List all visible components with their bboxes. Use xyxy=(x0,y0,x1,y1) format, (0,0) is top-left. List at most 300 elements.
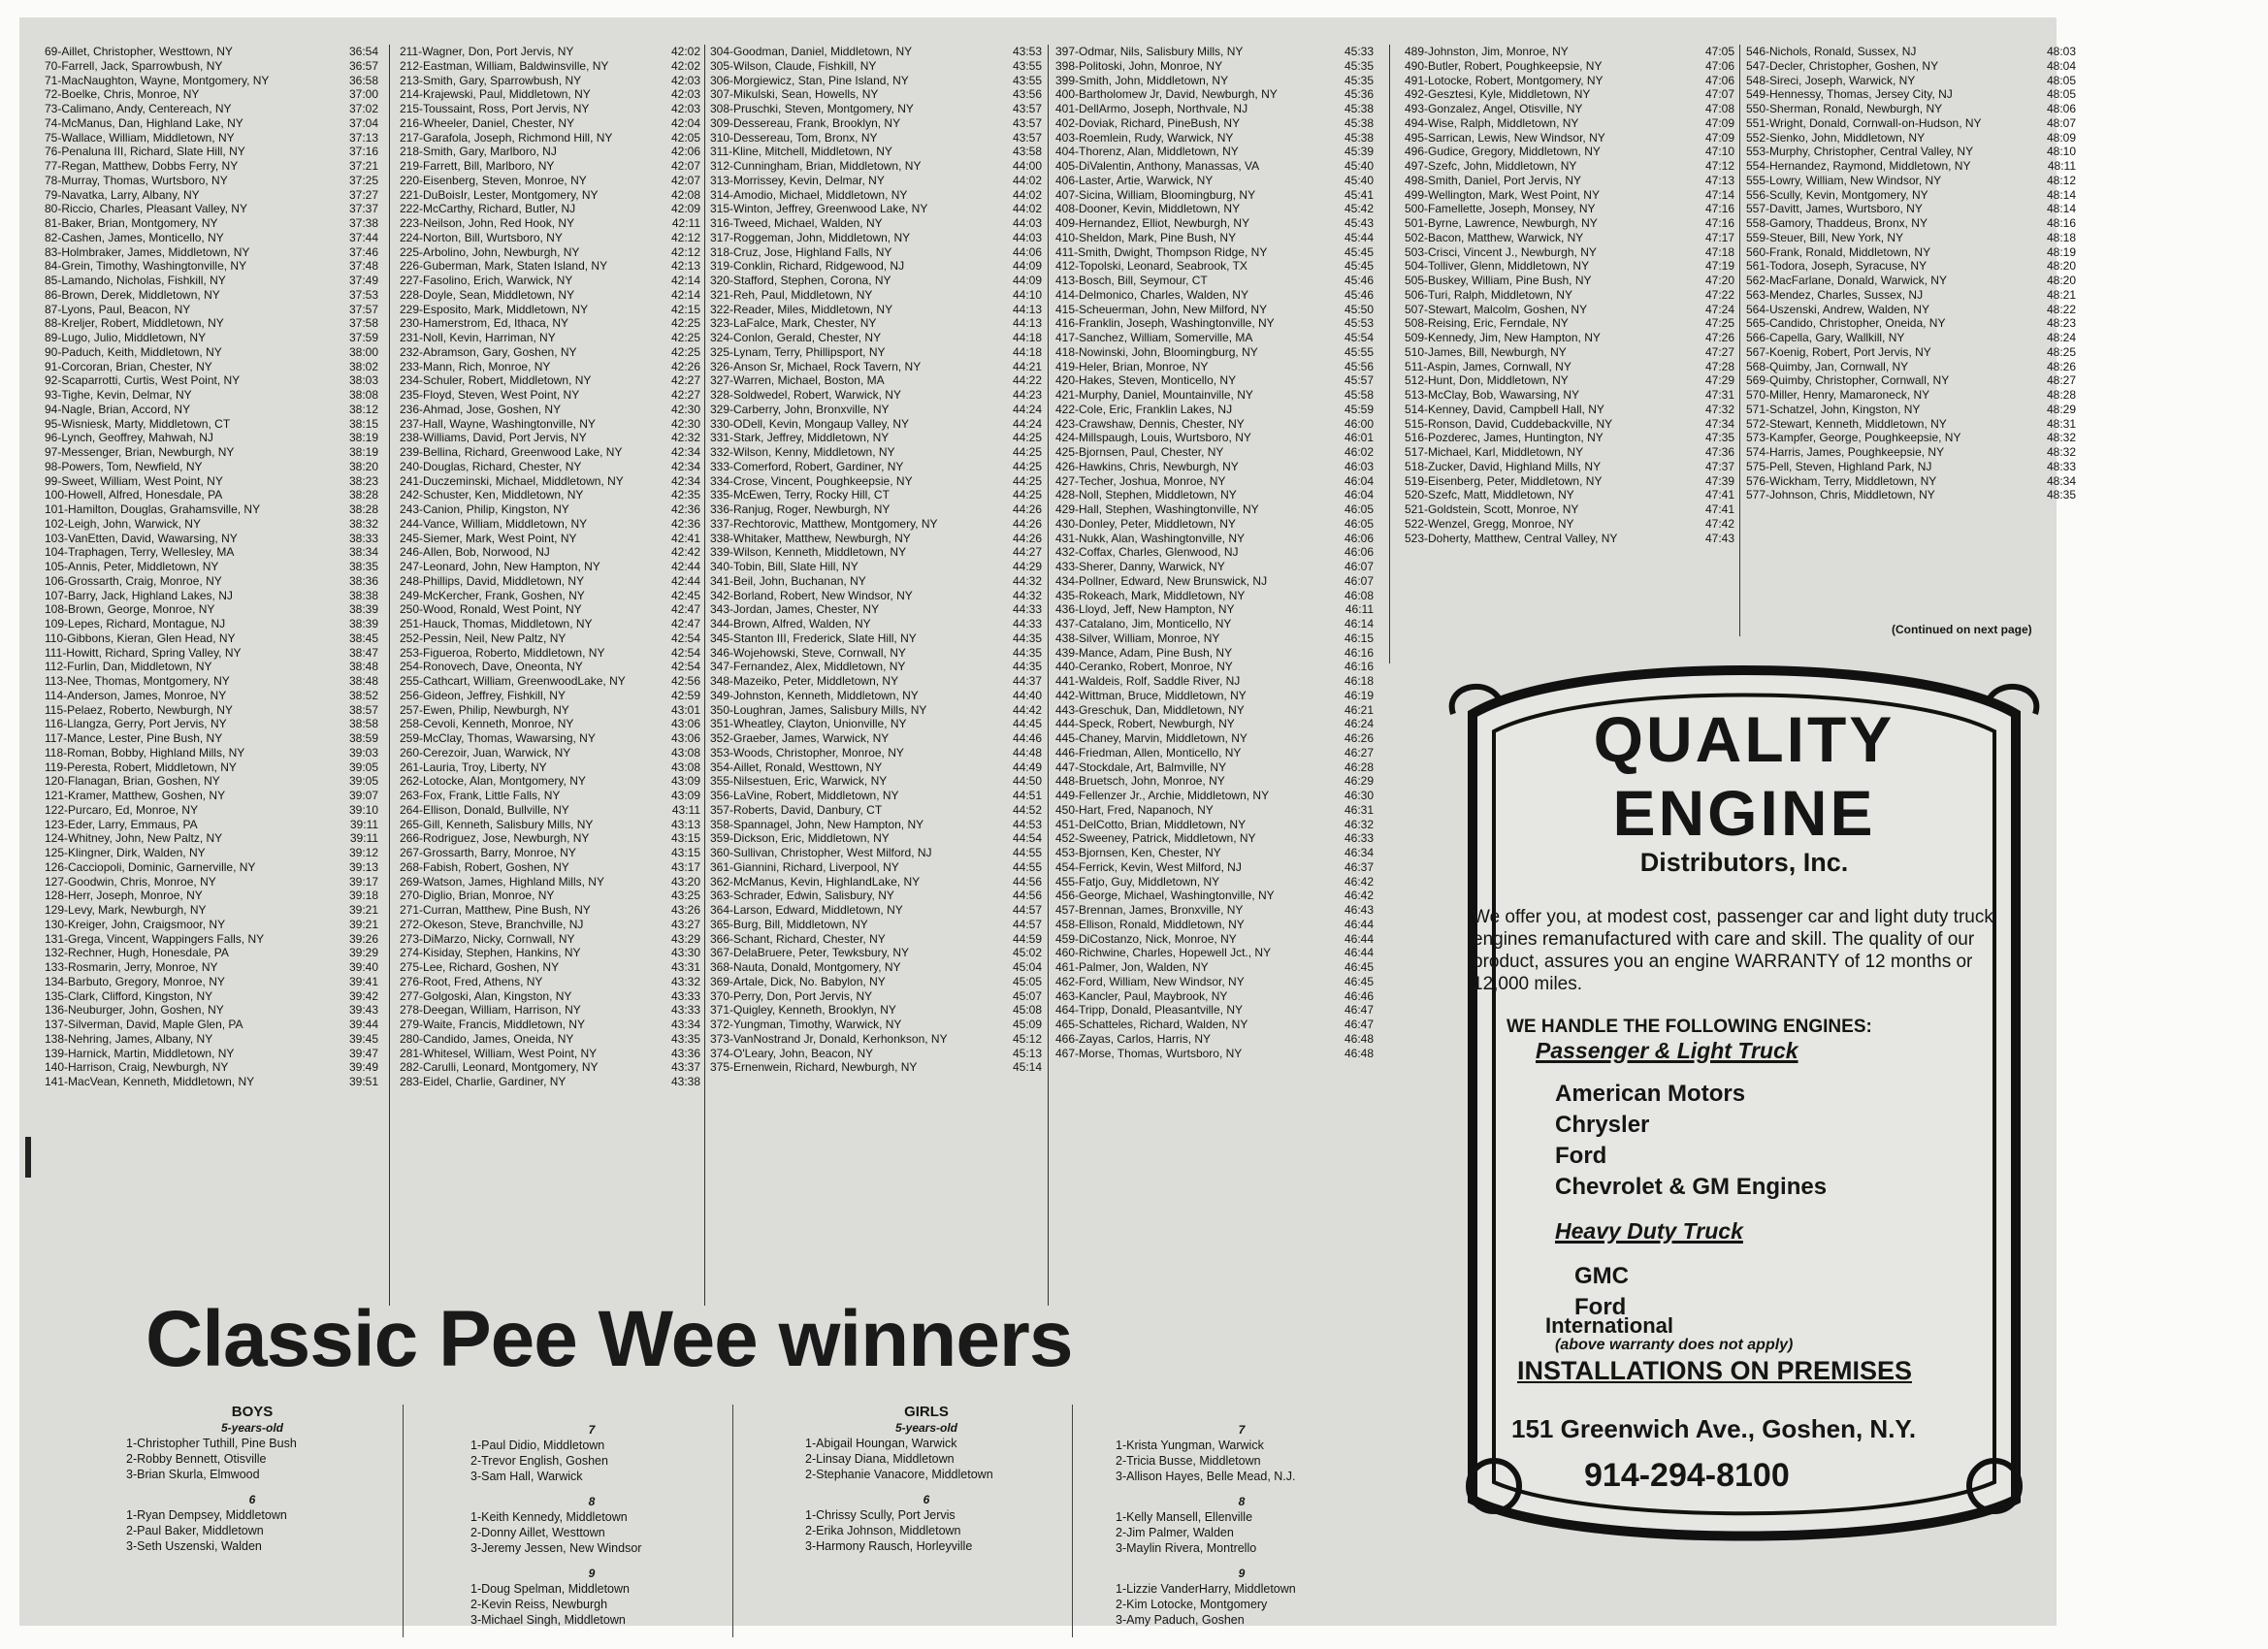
result-row xyxy=(45,760,378,775)
runner-name: 559-Steuer, Bill, New York, NY xyxy=(1746,230,1904,244)
result-row xyxy=(400,1047,700,1061)
runner-name: 101-Hamilton, Douglas, Grahamsville, NY xyxy=(45,502,261,516)
result-row xyxy=(1405,202,1734,216)
runner-name: 106-Grossarth, Craig, Monroe, NY xyxy=(45,573,222,588)
result-row xyxy=(45,831,378,846)
runner-name: 263-Fox, Frank, Little Falls, NY xyxy=(400,789,561,802)
runner-name: 489-Johnston, Jim, Monroe, NY xyxy=(1405,45,1569,58)
runner-name: 451-DelCotto, Brian, Middletown, NY xyxy=(1055,817,1247,831)
result-row xyxy=(400,703,700,718)
peewee-winner: 3-Sam Hall, Warwick xyxy=(470,1470,583,1483)
runner-name: 417-Sanchez, William, Somerville, MA xyxy=(1055,331,1253,344)
finish-time: 48:10 xyxy=(2046,145,2076,159)
peewee-winner: 3-Allison Hayes, Belle Mead, N.J. xyxy=(1116,1470,1296,1483)
result-row xyxy=(710,87,1042,102)
finish-time: 47:06 xyxy=(1704,73,1734,87)
runner-name: 77-Regan, Matthew, Dobbs Ferry, NY xyxy=(45,159,239,173)
result-row xyxy=(400,445,700,460)
runner-name: 124-Whitney, John, New Paltz, NY xyxy=(45,831,223,846)
finish-time: 44:02 xyxy=(1012,187,1042,202)
result-row xyxy=(710,202,1042,216)
peewee-winner: 1-Kelly Mansell, Ellenville xyxy=(1116,1510,1253,1524)
result-row xyxy=(400,846,700,860)
result-row xyxy=(400,932,700,947)
result-row xyxy=(710,831,1042,846)
runner-name: 224-Norton, Bill, Wurtsboro, NY xyxy=(400,230,563,244)
results-column-3 xyxy=(710,45,1042,1315)
finish-time: 48:07 xyxy=(2046,115,2076,130)
runner-name: 440-Ceranko, Robert, Monroe, NY xyxy=(1055,660,1233,674)
result-row xyxy=(45,560,378,574)
result-row xyxy=(1055,445,1374,460)
runner-name: 234-Schuler, Robert, Middletown, NY xyxy=(400,373,592,388)
result-row xyxy=(45,860,378,875)
result-row xyxy=(1055,1003,1374,1018)
runner-name: 355-Nilsestuen, Eric, Warwick, NY xyxy=(710,774,888,789)
runner-name: 86-Brown, Derek, Middletown, NY xyxy=(45,287,220,302)
result-row xyxy=(1055,889,1374,903)
finish-time: 39:18 xyxy=(348,889,378,903)
finish-time: 48:32 xyxy=(2046,431,2076,445)
peewee-winner: 2-Robby Bennett, Otisville xyxy=(126,1452,267,1466)
finish-time: 46:06 xyxy=(1344,545,1374,560)
runner-name: 463-Kancler, Paul, Maybrook, NY xyxy=(1055,988,1228,1003)
finish-time: 38:19 xyxy=(348,445,378,459)
runner-name: 458-Ellison, Ronald, Middletown, NY xyxy=(1055,917,1245,931)
result-row xyxy=(1405,303,1734,317)
result-row xyxy=(710,345,1042,360)
result-row xyxy=(1055,502,1374,517)
result-row xyxy=(710,74,1042,88)
runner-name: 331-Stark, Jeffrey, Middletown, NY xyxy=(710,431,890,445)
result-row xyxy=(710,617,1042,631)
result-row xyxy=(1746,116,2076,131)
continued-note: (Continued on next page) xyxy=(1892,623,2032,636)
column-rule xyxy=(1048,45,1049,1306)
runner-name: 407-Sicina, William, Bloomingburg, NY xyxy=(1055,187,1256,202)
column-rule xyxy=(1389,45,1390,663)
result-row xyxy=(710,602,1042,617)
result-row xyxy=(710,631,1042,646)
runner-name: 437-Catalano, Jim, Monticello, NY xyxy=(1055,617,1232,630)
runner-name: 118-Roman, Bobby, Highland Mills, NY xyxy=(45,745,245,760)
result-row xyxy=(1055,431,1374,445)
result-row xyxy=(1055,59,1374,74)
result-row xyxy=(45,202,378,216)
runner-name: 315-Winton, Jeffrey, Greenwood Lake, NY xyxy=(710,202,928,216)
result-row xyxy=(1055,488,1374,502)
finish-time: 42:27 xyxy=(670,388,700,402)
finish-time: 46:47 xyxy=(1344,1018,1374,1031)
finish-time: 45:14 xyxy=(1012,1060,1042,1075)
finish-time: 47:43 xyxy=(1704,531,1734,545)
finish-time: 39:21 xyxy=(348,917,378,931)
runner-name: 275-Lee, Richard, Goshen, NY xyxy=(400,960,560,974)
finish-time: 42:45 xyxy=(670,588,700,602)
runner-name: 523-Doherty, Matthew, Central Valley, NY xyxy=(1405,531,1618,545)
result-row xyxy=(1405,74,1734,88)
finish-time: 43:20 xyxy=(670,874,700,889)
runner-name: 572-Stewart, Kenneth, Middletown, NY xyxy=(1746,416,1947,431)
result-row xyxy=(400,259,700,274)
result-row xyxy=(400,87,700,102)
finish-time: 44:42 xyxy=(1012,702,1042,717)
result-row xyxy=(45,532,378,546)
finish-time: 38:58 xyxy=(348,717,378,731)
finish-time: 36:54 xyxy=(348,45,378,58)
runner-name: 219-Farrett, Bill, Marlboro, NY xyxy=(400,159,555,173)
finish-time: 48:29 xyxy=(2046,402,2076,416)
runner-name: 412-Topolski, Leonard, Seabrook, TX xyxy=(1055,259,1247,274)
finish-time: 38:57 xyxy=(348,702,378,717)
runner-name: 311-Kline, Mitchell, Middletown, NY xyxy=(710,145,892,159)
runner-name: 406-Laster, Artie, Warwick, NY xyxy=(1055,173,1214,187)
result-row xyxy=(400,274,700,288)
result-row xyxy=(45,789,378,803)
finish-time: 44:09 xyxy=(1012,274,1042,287)
peewee-winner: 1-Abigail Houngan, Warwick xyxy=(805,1437,957,1450)
result-row xyxy=(710,774,1042,789)
peewee-rule xyxy=(1072,1405,1073,1637)
result-row xyxy=(1055,316,1374,331)
finish-time: 44:25 xyxy=(1012,431,1042,445)
runner-name: 304-Goodman, Daniel, Middletown, NY xyxy=(710,45,913,58)
runner-name: 85-Lamando, Nicholas, Fishkill, NY xyxy=(45,274,226,287)
finish-time: 38:59 xyxy=(348,731,378,745)
finish-time: 45:54 xyxy=(1344,331,1374,344)
column-rule xyxy=(1739,45,1740,636)
result-row xyxy=(45,316,378,331)
finish-time: 38:08 xyxy=(348,388,378,402)
result-row xyxy=(400,102,700,116)
result-row xyxy=(45,717,378,731)
finish-time: 43:38 xyxy=(670,1075,700,1088)
result-row xyxy=(400,831,700,846)
finish-time: 42:07 xyxy=(670,159,700,173)
runner-name: 414-Delmonico, Charles, Walden, NY xyxy=(1055,287,1248,302)
result-row xyxy=(1405,145,1734,159)
result-row xyxy=(1746,145,2076,159)
finish-time: 42:54 xyxy=(670,660,700,674)
finish-time: 47:24 xyxy=(1704,302,1734,316)
runner-name: 400-Bartholomew Jr, David, Newburgh, NY xyxy=(1055,87,1278,102)
runner-name: 229-Esposito, Mark, Middletown, NY xyxy=(400,302,589,316)
result-row xyxy=(1055,116,1374,131)
runner-name: 457-Brennan, James, Bronxville, NY xyxy=(1055,903,1244,917)
runner-name: 69-Aillet, Christopher, Westtown, NY xyxy=(45,45,233,58)
result-row xyxy=(1405,231,1734,245)
result-row xyxy=(400,617,700,631)
runner-name: 245-Siemer, Mark, West Point, NY xyxy=(400,531,577,545)
result-row xyxy=(710,717,1042,731)
finish-time: 46:45 xyxy=(1344,960,1374,974)
finish-time: 46:43 xyxy=(1344,903,1374,917)
runner-name: 110-Gibbons, Kieran, Glen Head, NY xyxy=(45,630,236,645)
result-row xyxy=(710,116,1042,131)
runner-name: 503-Crisci, Vincent J., Newburgh, NY xyxy=(1405,244,1597,259)
finish-time: 46:08 xyxy=(1344,588,1374,602)
peewee-winner: 2-Jim Palmer, Walden xyxy=(1116,1526,1234,1539)
runner-name: 444-Speck, Robert, Newburgh, NY xyxy=(1055,717,1235,731)
finish-time: 38:39 xyxy=(348,602,378,617)
result-row xyxy=(1405,188,1734,203)
runner-name: 563-Mendez, Charles, Sussex, NJ xyxy=(1746,287,1924,302)
peewee-girls-column-1 xyxy=(805,1405,1048,1554)
runner-name: 551-Wright, Donald, Cornwall-on-Hudson, NY xyxy=(1746,115,1982,130)
finish-time: 44:55 xyxy=(1012,859,1042,874)
finish-time: 44:50 xyxy=(1012,774,1042,789)
finish-time: 42:30 xyxy=(670,416,700,431)
results-column-5 xyxy=(1405,45,1734,658)
runner-name: 429-Hall, Stephen, Washingtonville, NY xyxy=(1055,502,1259,516)
result-row xyxy=(1746,45,2076,59)
ad-heavy-duty-heading: Heavy Duty Truck xyxy=(1555,1218,1743,1244)
finish-time: 39:07 xyxy=(348,789,378,802)
finish-time: 44:57 xyxy=(1012,917,1042,931)
runner-name: 505-Buskey, William, Pine Bush, NY xyxy=(1405,274,1592,287)
runner-name: 119-Peresta, Robert, Middletown, NY xyxy=(45,760,237,774)
runner-name: 141-MacVean, Kenneth, Middletown, NY xyxy=(45,1075,255,1088)
finish-time: 42:02 xyxy=(670,58,700,73)
runner-name: 574-Harris, James, Poughkeepsie, NY xyxy=(1746,445,1945,459)
runner-name: 446-Friedman, Allen, Monticello, NY xyxy=(1055,745,1242,760)
result-row xyxy=(400,717,700,731)
runner-name: 336-Ranjug, Roger, Newburgh, NY xyxy=(710,502,891,516)
result-row xyxy=(1055,617,1374,631)
runner-name: 359-Dickson, Eric, Middletown, NY xyxy=(710,831,890,846)
result-row xyxy=(1055,703,1374,718)
result-row xyxy=(710,875,1042,889)
runner-name: 558-Gamory, Thaddeus, Bronx, NY xyxy=(1746,216,1928,230)
result-row xyxy=(45,1032,378,1047)
result-row xyxy=(400,860,700,875)
result-row xyxy=(400,303,700,317)
runner-name: 88-Kreljer, Robert, Middletown, NY xyxy=(45,316,224,331)
runner-name: 130-Kreiger, John, Craigsmoor, NY xyxy=(45,917,226,931)
runner-name: 92-Scaparrotti, Curtis, West Point, NY xyxy=(45,373,241,388)
finish-time: 45:55 xyxy=(1344,344,1374,359)
runner-name: 360-Sullivan, Christopher, West Milford, NJ xyxy=(710,846,932,859)
ad-title-quality: QUALITY xyxy=(1593,703,1895,775)
result-row xyxy=(400,660,700,674)
finish-time: 39:40 xyxy=(348,960,378,974)
result-row xyxy=(710,159,1042,174)
finish-time: 48:23 xyxy=(2046,316,2076,331)
finish-time: 44:56 xyxy=(1012,889,1042,903)
result-row xyxy=(710,731,1042,746)
result-row xyxy=(45,231,378,245)
finish-time: 47:20 xyxy=(1704,274,1734,287)
result-row xyxy=(1055,345,1374,360)
peewee-winner: 3-Seth Uszenski, Walden xyxy=(126,1539,262,1553)
result-row xyxy=(1746,488,2076,502)
finish-time: 46:42 xyxy=(1344,874,1374,889)
finish-time: 43:06 xyxy=(670,731,700,745)
result-row xyxy=(1055,145,1374,159)
result-row xyxy=(1746,59,2076,74)
runner-name: 81-Baker, Brian, Montgomery, NY xyxy=(45,216,218,230)
runner-name: 516-Pozderec, James, Huntington, NY xyxy=(1405,431,1604,445)
finish-time: 43:35 xyxy=(670,1031,700,1046)
runner-name: 411-Smith, Dwight, Thompson Ridge, NY xyxy=(1055,244,1268,259)
result-row xyxy=(1746,474,2076,489)
runner-name: 213-Smith, Gary, Sparrowbush, NY xyxy=(400,73,582,87)
result-row xyxy=(400,245,700,260)
finish-time: 48:06 xyxy=(2046,102,2076,115)
column-rule xyxy=(704,45,705,1306)
result-row xyxy=(710,1060,1042,1075)
finish-time: 42:25 xyxy=(670,331,700,344)
runner-name: 126-Cacciopoli, Dominic, Garnerville, NY xyxy=(45,859,256,874)
peewee-winner: 3-Jeremy Jessen, New Windsor xyxy=(470,1541,642,1555)
finish-time: 44:48 xyxy=(1012,745,1042,760)
runner-name: 413-Bosch, Bill, Seymour, CT xyxy=(1055,274,1208,287)
result-row xyxy=(1055,373,1374,388)
result-row xyxy=(1746,460,2076,474)
result-row xyxy=(710,589,1042,603)
result-row xyxy=(1746,288,2076,303)
runner-name: 309-Dessereau, Frank, Brooklyn, NY xyxy=(710,115,901,130)
runner-name: 430-Donley, Peter, Middletown, NY xyxy=(1055,516,1236,531)
finish-time: 37:16 xyxy=(348,145,378,159)
finish-time: 43:57 xyxy=(1012,115,1042,130)
result-row xyxy=(400,159,700,174)
result-row xyxy=(400,989,700,1004)
runner-name: 127-Goodwin, Chris, Monroe, NY xyxy=(45,874,216,889)
runner-name: 313-Morrissey, Kevin, Delmar, NY xyxy=(710,173,885,187)
runner-name: 422-Cole, Eric, Franklin Lakes, NJ xyxy=(1055,402,1233,416)
ad-engine-item: GMC xyxy=(1574,1263,1629,1289)
runner-name: 131-Grega, Vincent, Wappingers Falls, NY xyxy=(45,931,265,946)
finish-time: 38:48 xyxy=(348,674,378,688)
runner-name: 566-Capella, Gary, Wallkill, NY xyxy=(1746,331,1905,344)
finish-time: 44:25 xyxy=(1012,459,1042,473)
finish-time: 44:56 xyxy=(1012,874,1042,889)
result-row xyxy=(400,875,700,889)
finish-time: 42:25 xyxy=(670,344,700,359)
result-row xyxy=(710,331,1042,345)
result-row xyxy=(1746,360,2076,374)
result-row xyxy=(710,846,1042,860)
result-row xyxy=(1746,316,2076,331)
finish-time: 46:16 xyxy=(1344,645,1374,660)
runner-name: 423-Crawshaw, Dennis, Chester, NY xyxy=(1055,416,1245,431)
runner-name: 247-Leonard, John, New Hampton, NY xyxy=(400,560,600,573)
finish-time: 44:57 xyxy=(1012,903,1042,917)
finish-time: 47:35 xyxy=(1704,431,1734,445)
runner-name: 347-Fernandez, Alex, Middletown, NY xyxy=(710,660,906,674)
result-row xyxy=(45,617,378,631)
runner-name: 465-Schatteles, Richard, Walden, NY xyxy=(1055,1018,1248,1031)
result-row xyxy=(45,975,378,989)
runner-name: 434-Pollner, Edward, New Brunswick, NJ xyxy=(1055,573,1268,588)
finish-time: 46:32 xyxy=(1344,817,1374,831)
result-row xyxy=(1405,388,1734,403)
result-row xyxy=(1746,403,2076,417)
runner-name: 344-Brown, Alfred, Walden, NY xyxy=(710,617,871,630)
runner-name: 562-MacFarlane, Donald, Warwick, NY xyxy=(1746,274,1947,287)
finish-time: 46:11 xyxy=(1345,602,1374,617)
runner-name: 462-Ford, William, New Windsor, NY xyxy=(1055,974,1245,988)
result-row xyxy=(45,445,378,460)
quality-engine-advertisement xyxy=(1434,646,2055,1562)
runner-name: 113-Nee, Thomas, Montgomery, NY xyxy=(45,674,230,688)
result-row xyxy=(400,45,700,59)
finish-time: 42:08 xyxy=(670,187,700,202)
result-row xyxy=(1405,345,1734,360)
runner-name: 243-Canion, Philip, Kingston, NY xyxy=(400,502,569,516)
finish-time: 46:44 xyxy=(1344,946,1374,960)
runner-name: 329-Carberry, John, Bronxville, NY xyxy=(710,402,890,416)
runner-name: 125-Klingner, Dirk, Walden, NY xyxy=(45,846,206,859)
runner-name: 416-Franklin, Joseph, Washingtonville, NY xyxy=(1055,316,1275,331)
runner-name: 272-Okeson, Steve, Branchville, NJ xyxy=(400,917,584,931)
peewee-winner: 3-Amy Paduch, Goshen xyxy=(1116,1613,1245,1627)
result-row xyxy=(710,818,1042,832)
runner-name: 432-Coffax, Charles, Glenwood, NJ xyxy=(1055,545,1239,560)
result-row xyxy=(45,731,378,746)
result-row xyxy=(45,646,378,661)
finish-time: 43:53 xyxy=(1012,45,1042,58)
runner-name: 240-Douglas, Richard, Chester, NY xyxy=(400,459,582,473)
result-row xyxy=(1055,1018,1374,1032)
result-row xyxy=(1055,760,1374,775)
runner-name: 508-Reising, Eric, Ferndale, NY xyxy=(1405,316,1569,331)
finish-time: 47:09 xyxy=(1704,115,1734,130)
result-row xyxy=(400,889,700,903)
age-group-label: 5-years-old xyxy=(220,1421,284,1435)
result-row xyxy=(1746,174,2076,188)
runner-name: 107-Barry, Jack, Highland Lakes, NJ xyxy=(45,588,233,602)
finish-time: 38:00 xyxy=(348,344,378,359)
finish-time: 42:36 xyxy=(670,502,700,516)
result-row xyxy=(1746,373,2076,388)
runner-name: 100-Howell, Alfred, Honesdale, PA xyxy=(45,488,223,502)
result-row xyxy=(400,946,700,960)
finish-time: 46:47 xyxy=(1344,1003,1374,1018)
runner-name: 233-Mann, Rich, Monroe, NY xyxy=(400,359,551,373)
result-row xyxy=(400,74,700,88)
result-row xyxy=(710,502,1042,517)
result-row xyxy=(400,975,700,989)
finish-time: 42:54 xyxy=(670,630,700,645)
result-row xyxy=(400,460,700,474)
finish-time: 37:13 xyxy=(348,130,378,145)
result-row xyxy=(400,1018,700,1032)
finish-time: 46:45 xyxy=(1344,974,1374,988)
age-group-label: 9 xyxy=(588,1567,596,1580)
result-row xyxy=(710,674,1042,689)
runner-name: 497-Szefc, John, Middletown, NY xyxy=(1405,159,1577,173)
result-row xyxy=(1055,674,1374,689)
runner-name: 353-Woods, Christopher, Monroe, NY xyxy=(710,745,904,760)
result-row xyxy=(1055,388,1374,403)
runner-name: 495-Sarrican, Lewis, New Windsor, NY xyxy=(1405,130,1605,145)
finish-time: 47:07 xyxy=(1704,87,1734,102)
runner-name: 554-Hernandez, Raymond, Middletown, NY xyxy=(1746,159,1971,173)
result-row xyxy=(45,660,378,674)
runner-name: 312-Cunningham, Brian, Middletown, NY xyxy=(710,159,922,173)
runner-name: 140-Harrison, Craig, Newburgh, NY xyxy=(45,1060,229,1075)
result-row xyxy=(45,74,378,88)
finish-time: 43:33 xyxy=(670,1003,700,1018)
finish-time: 46:16 xyxy=(1344,660,1374,674)
result-row xyxy=(45,903,378,918)
finish-time: 38:47 xyxy=(348,645,378,660)
finish-time: 42:32 xyxy=(670,431,700,445)
finish-time: 47:18 xyxy=(1704,244,1734,259)
finish-time: 46:33 xyxy=(1344,831,1374,846)
